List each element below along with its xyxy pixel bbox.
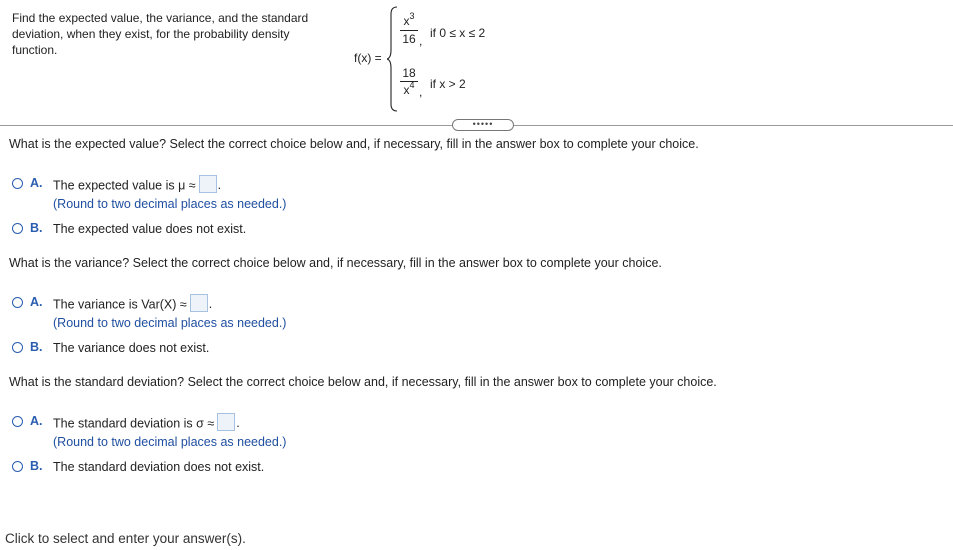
round-note: (Round to two decimal places as needed.) — [53, 316, 287, 330]
round-note: (Round to two decimal places as needed.) — [53, 435, 287, 449]
formula-label: f(x) = — [354, 51, 382, 65]
piece1-condition: if 0 ≤ x ≤ 2 — [430, 26, 486, 40]
piece1-fraction: $x^3$ 16 — [400, 14, 418, 46]
problem-prompt: Find the expected value, the variance, and the standard deviation, when they exist, for the probability density function. — [12, 11, 309, 57]
left-brace — [387, 6, 399, 112]
question-expected-value: What is the expected value? Select the correct choice below and, if necessary, fill in the answer box to complete your choice. — [9, 137, 699, 151]
answer-box-expected[interactable] — [199, 175, 217, 193]
radio-variance-a[interactable] — [12, 297, 23, 308]
piecewise-formula: f(x) = $x^3$ 16 , if 0 ≤ x ≤ 2 18 $x^4$ , if x > 2 — [354, 8, 554, 116]
answer-box-variance[interactable] — [190, 294, 208, 312]
radio-stddev-b[interactable] — [12, 461, 23, 472]
piece2-condition: if x > 2 — [430, 77, 466, 91]
piece2-fraction: 18 $x^4$ — [400, 66, 418, 98]
radio-variance-b[interactable] — [12, 342, 23, 353]
answer-box-stddev[interactable] — [217, 413, 235, 431]
radio-stddev-a[interactable] — [12, 416, 23, 427]
question-std-dev: What is the standard deviation? Select the correct choice below and, if necessary, fill in the answer box to complete your choice. — [9, 375, 717, 389]
footer-instruction: Click to select and enter your answer(s). — [5, 531, 246, 546]
round-note: (Round to two decimal places as needed.) — [53, 197, 287, 211]
radio-expected-b[interactable] — [12, 223, 23, 234]
more-button[interactable]: ••••• — [452, 119, 514, 131]
radio-expected-a[interactable] — [12, 178, 23, 189]
question-variance: What is the variance? Select the correct choice below and, if necessary, fill in the answer box to complete your choice. — [9, 256, 662, 270]
